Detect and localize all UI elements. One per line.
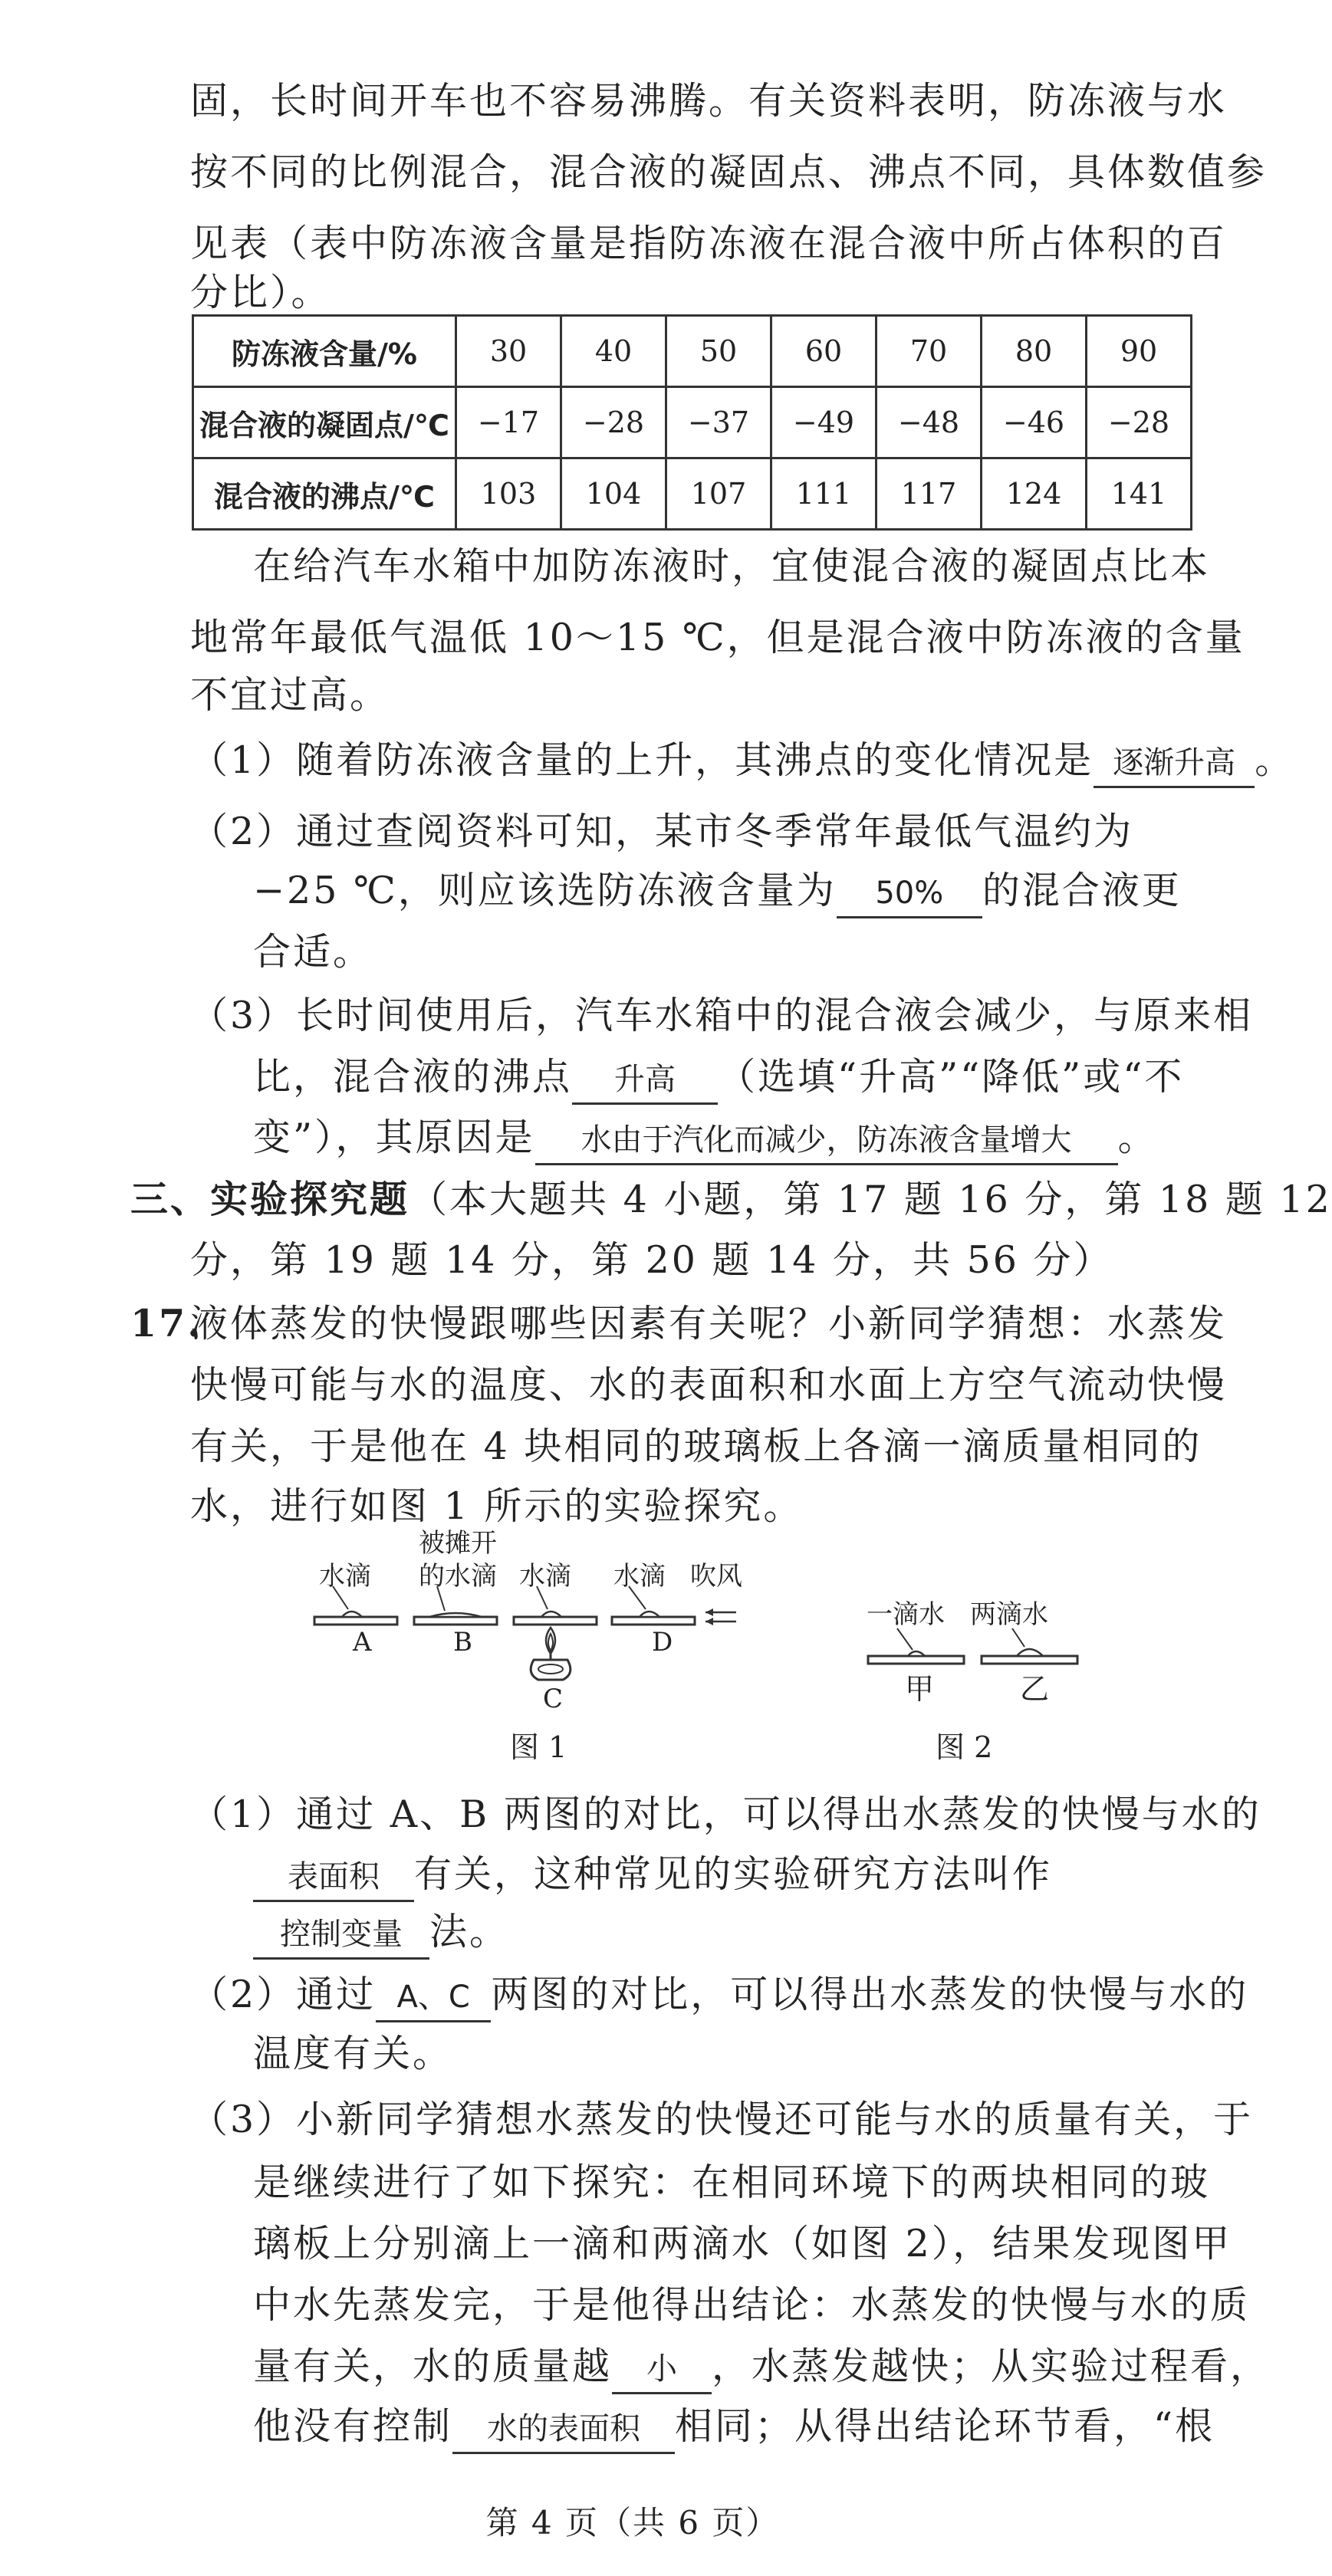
s2-line-2: 温度有关。 bbox=[253, 2032, 453, 2075]
question-3-line-1: （3）长时间使用后，汽车水箱中的混合液会减少，与原来相 bbox=[190, 994, 1254, 1037]
answer-blank: 表面积 bbox=[253, 1854, 414, 1902]
table-row-header: 防冻液含量/% bbox=[193, 316, 456, 387]
s3-text-2-end: 相同；从得出结论环节看，“根 bbox=[675, 2404, 1215, 2448]
answer-blank: 50% bbox=[837, 870, 982, 918]
water-drop-icon bbox=[1017, 1649, 1043, 1656]
question-3-text: 比，混合液的沸点 bbox=[253, 1055, 573, 1099]
table-cell: −48 bbox=[876, 387, 982, 458]
para2-line-3: 不宜过高。 bbox=[190, 673, 390, 717]
question-3-text-end: （选填“升高”“降低”或“不 bbox=[718, 1055, 1185, 1099]
table-cell: −28 bbox=[561, 387, 666, 458]
wind-arrow-icon bbox=[705, 1608, 736, 1625]
question-2-text-end: 的混合液更 bbox=[982, 869, 1182, 912]
table-cell: 80 bbox=[982, 316, 1087, 387]
table-row bbox=[193, 316, 1192, 387]
alcohol-lamp-icon bbox=[531, 1628, 571, 1680]
question-number: 17. bbox=[130, 1301, 203, 1346]
table-cell: −46 bbox=[982, 387, 1087, 458]
question-2-line-2 bbox=[253, 855, 1182, 926]
fig2-plate-jia: 甲 bbox=[905, 1672, 935, 1706]
table-row bbox=[193, 387, 1192, 458]
intro-line-1: 固，长时间开车也不容易沸腾。有关资料表明，防冻液与水 bbox=[190, 79, 1228, 123]
s3-text-end: ，水蒸发越快；从实验过程看， bbox=[712, 2344, 1271, 2388]
section-3-title: 三、实验探究题 bbox=[130, 1177, 410, 1221]
fig1-plate-label-d: D bbox=[652, 1627, 673, 1658]
table-cell: 103 bbox=[456, 458, 561, 530]
table-cell: 141 bbox=[1087, 458, 1192, 530]
table-cell: −37 bbox=[666, 387, 771, 458]
fig2-plate-yi: 乙 bbox=[1020, 1672, 1050, 1706]
q17-line-1: 液体蒸发的快慢跟哪些因素有关呢？小新同学猜想：水蒸发 bbox=[190, 1302, 1228, 1346]
water-drop-icon bbox=[908, 1651, 925, 1656]
fig1-label-c: 水滴 bbox=[519, 1561, 571, 1592]
table-cell: 104 bbox=[561, 458, 666, 530]
intro-line-4: 分比）。 bbox=[190, 271, 331, 314]
question-2-line-1: （2）通过查阅资料可知，某市冬季常年最低气温约为 bbox=[190, 810, 1134, 853]
s2-text-end: 两图的对比，可以得出水蒸发的快慢与水的 bbox=[491, 1973, 1249, 2016]
table-cell: −49 bbox=[771, 387, 876, 458]
plate-jia bbox=[868, 1656, 964, 1664]
intro-line-3: 见表（表中防冻液含量是指防冻液在混合液中所占体积的百 bbox=[190, 222, 1228, 265]
fig2-label-one: 一滴水 bbox=[867, 1599, 945, 1630]
section-3-desc: （本大题共 4 小题，第 17 题 16 分，第 18 题 12 bbox=[409, 1178, 1332, 1221]
table-row bbox=[193, 458, 1192, 530]
figure-1-illustration bbox=[307, 1583, 767, 1694]
table-cell: 117 bbox=[876, 458, 982, 530]
s1-text-end: 法。 bbox=[429, 1910, 510, 1953]
fig1-plate-label-c: C bbox=[543, 1684, 564, 1714]
q17-line-2: 快慢可能与水的温度、水的表面积和水面上方空气流动快慢 bbox=[190, 1363, 1228, 1407]
question-3-reason-end: 。 bbox=[1117, 1116, 1158, 1159]
answer-blank: A、C bbox=[376, 1974, 491, 2022]
table-cell: 124 bbox=[982, 458, 1087, 530]
s3-text-2: 他没有控制 bbox=[253, 2404, 453, 2448]
section-3-desc-line-2: 分，第 19 题 14 分，第 20 题 14 分，共 56 分） bbox=[190, 1238, 1113, 1282]
table-cell: 111 bbox=[771, 458, 876, 530]
intro-line-2: 按不同的比例混合，混合液的凝固点、沸点不同，具体数值参 bbox=[190, 150, 1268, 194]
page-number: 第 4 页（共 6 页） bbox=[485, 2504, 780, 2542]
fig2-label-two: 两滴水 bbox=[970, 1599, 1048, 1630]
answer-blank: 小 bbox=[612, 2346, 712, 2394]
s3-line-1: （3）小新同学猜想水蒸发的快慢还可能与水的质量有关，于 bbox=[190, 2098, 1254, 2141]
para2-line-1: 在给汽车水箱中加防冻液时，宜使混合液的凝固点比本 bbox=[253, 544, 1211, 588]
plate-a bbox=[314, 1612, 397, 1625]
fig1-label-b-1: 被摊开 bbox=[419, 1528, 497, 1559]
fig1-label-wind: 吹风 bbox=[690, 1561, 742, 1592]
s3-line-6 bbox=[253, 2390, 1215, 2462]
plate-b bbox=[414, 1613, 497, 1625]
s3-line-3: 璃板上分别滴上一滴和两滴水（如图 2），结果发现图甲 bbox=[253, 2222, 1232, 2266]
figure-1-caption: 图 1 bbox=[510, 1730, 567, 1764]
s3-line-2: 是继续进行了如下探究：在相同环境下的两块相同的玻 bbox=[253, 2160, 1211, 2204]
table-cell: 107 bbox=[666, 458, 771, 530]
question-3-reason-label: 变”），其原因是 bbox=[253, 1116, 535, 1159]
plate-d bbox=[612, 1612, 695, 1625]
table-cell: −28 bbox=[1087, 387, 1192, 458]
table-cell: 60 bbox=[771, 316, 876, 387]
figure-2-illustration bbox=[867, 1625, 1097, 1679]
s1-line-3 bbox=[253, 1896, 509, 1967]
answer-blank: 控制变量 bbox=[253, 1911, 429, 1960]
table-cell: 30 bbox=[456, 316, 561, 387]
question-2-text: −25 ℃，则应该选防冻液含量为 bbox=[253, 869, 837, 912]
answer-blank: 水的表面积 bbox=[452, 2406, 675, 2454]
s1-text: 有关，这种常见的实验研究方法叫作 bbox=[414, 1852, 1053, 1896]
table-cell: 50 bbox=[666, 316, 771, 387]
s1-line-1: （1）通过 A、B 两图的对比，可以得出水蒸发的快慢与水的 bbox=[190, 1792, 1261, 1836]
table-cell: 40 bbox=[561, 316, 666, 387]
answer-blank: 升高 bbox=[572, 1056, 718, 1105]
water-drop-icon bbox=[342, 1612, 362, 1617]
plate-c bbox=[514, 1612, 597, 1680]
plate-yi bbox=[982, 1656, 1077, 1664]
table-row-header: 混合液的沸点/℃ bbox=[193, 458, 456, 530]
s2-text: （2）通过 bbox=[190, 1973, 377, 2016]
table-cell: 70 bbox=[876, 316, 982, 387]
s3-line-4: 中水先蒸发完，于是他得出结论：水蒸发的快慢与水的质 bbox=[253, 2283, 1251, 2327]
question-1 bbox=[190, 724, 1294, 796]
question-2-line-3: 合适。 bbox=[253, 930, 373, 974]
question-3-line-3 bbox=[253, 1102, 1158, 1173]
spread-water-icon bbox=[429, 1613, 482, 1617]
table-cell: 90 bbox=[1087, 316, 1192, 387]
fig1-label-b-2: 的水滴 bbox=[419, 1561, 497, 1592]
answer-blank: 水由于汽化而减少，防冻液含量增大 bbox=[535, 1117, 1118, 1165]
question-1-text: （1）随着防冻液含量的上升，其沸点的变化情况是 bbox=[190, 738, 1094, 782]
antifreeze-table bbox=[192, 314, 1192, 531]
s3-text: 量有关，水的质量越 bbox=[253, 2344, 613, 2388]
table-cell: −17 bbox=[456, 387, 561, 458]
figure-2-caption: 图 2 bbox=[936, 1730, 993, 1764]
q17-line-3: 有关，于是他在 4 块相同的玻璃板上各滴一滴质量相同的 bbox=[190, 1424, 1202, 1468]
question-1-end: 。 bbox=[1255, 738, 1295, 782]
fig1-plate-label-a: A bbox=[353, 1627, 372, 1658]
para2-line-2: 地常年最低气温低 10～15 ℃，但是混合液中防冻液的含量 bbox=[190, 616, 1245, 659]
table-row-header: 混合液的凝固点/℃ bbox=[193, 387, 456, 458]
fig1-plate-label-b: B bbox=[453, 1627, 472, 1658]
q17-line-4: 水，进行如图 1 所示的实验探究。 bbox=[190, 1484, 804, 1528]
fig1-label-a: 水滴 bbox=[319, 1561, 371, 1592]
answer-blank: 逐渐升高 bbox=[1094, 740, 1255, 788]
fig1-label-d: 水滴 bbox=[613, 1561, 666, 1592]
